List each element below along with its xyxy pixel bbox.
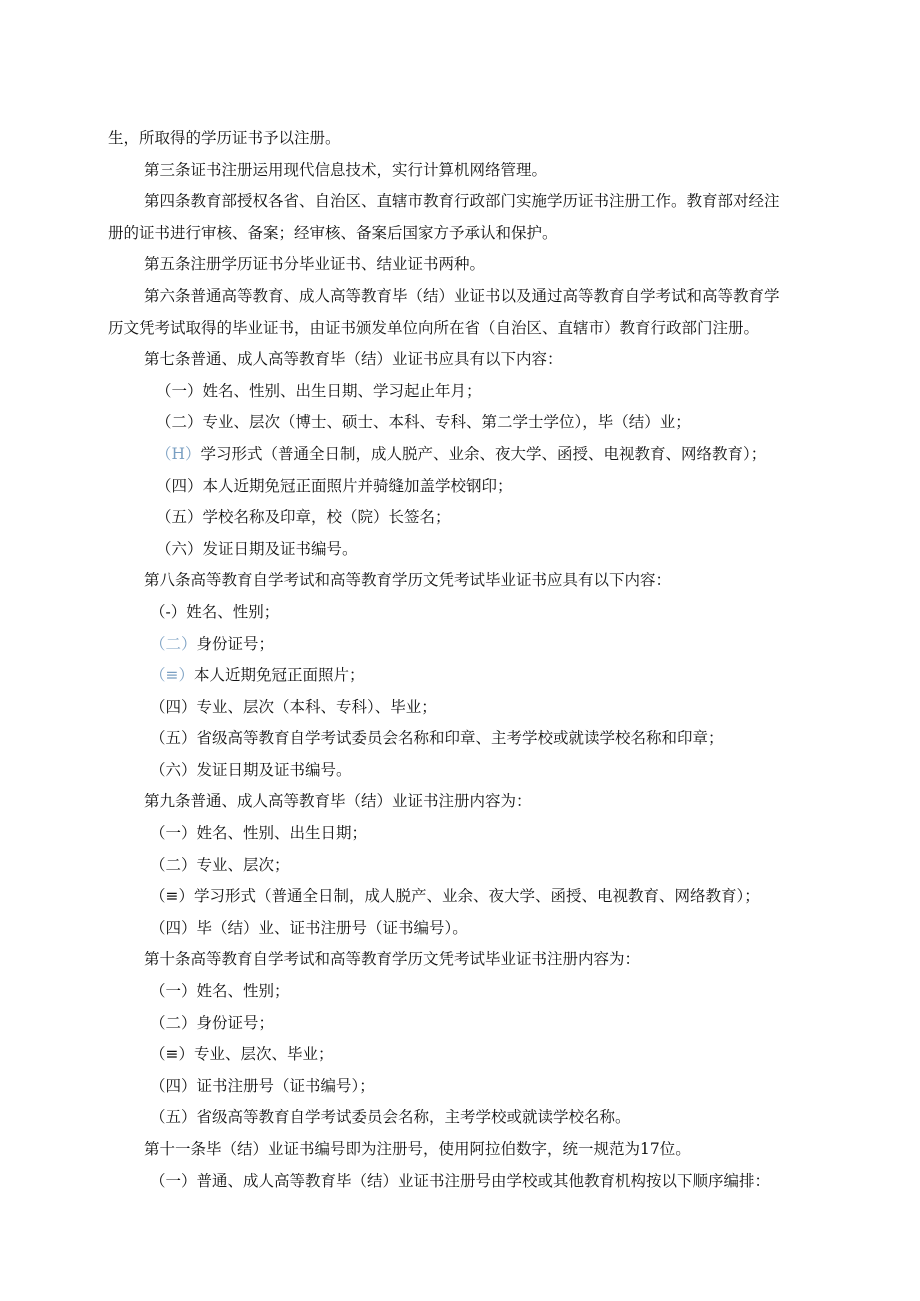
text-line: （-）姓名、性别； — [150, 602, 280, 621]
document-body — [108, 123, 832, 1197]
text-line — [108, 439, 832, 471]
text-line: （一）姓名、性别； — [150, 982, 290, 1001]
text-line: 第七条普通、成人高等教育毕（结）业证书应具有以下内容： — [144, 350, 563, 369]
text-line: （二）专业、层次（博士、硕士、本科、专科、第二学士学位），毕（结）业； — [156, 413, 691, 432]
text-line: （五）省级高等教育自学考试委员会名称和印章、主考学校或就读学校名称和印章； — [150, 729, 724, 748]
item-text: 学习形式（普通全日制，成人脱产、业余、夜大学、函授、电视教育、网络教育）； — [200, 444, 767, 463]
item-marker: （H） — [156, 444, 201, 463]
text-line: 册的证书进行审核、备案；经审核、备案后国家方予承认和保护。 — [108, 223, 558, 242]
text-line: （四）毕（结）业、证书注册号（证书编号）。 — [150, 918, 468, 937]
text-line — [108, 660, 832, 692]
item-text: 本人近期免冠正面照片； — [194, 666, 365, 685]
text-line: （六）发证日期及证书编号。 — [156, 539, 358, 558]
text-line: （五）省级高等教育自学考试委员会名称，主考学校或就读学校名称。 — [150, 1108, 631, 1127]
text-line: 历文凭考试取得的毕业证书，由证书颁发单位向所在省（自治区、直辖市）教育行政部门注册。 — [108, 318, 760, 337]
text-line: （四）专业、层次（本科、专科）、毕业； — [150, 697, 437, 716]
text-line: （四）本人近期免冠正面照片并骑缝加盖学校钢印； — [156, 476, 513, 495]
text-line: （一）姓名、性别、出生日期、学习起止年月； — [156, 381, 482, 400]
text-line: （一）姓名、性别、出生日期； — [150, 824, 368, 843]
text-line: （四）证书注册号（证书编号）； — [150, 1076, 375, 1095]
text-line: 第四条教育部授权各省、自治区、直辖市教育行政部门实施学历证书注册工作。教育部对经注 — [144, 192, 780, 211]
text-line: 第三条证书注册运用现代信息技术，实行计算机网络管理。 — [144, 160, 548, 179]
text-line — [108, 629, 832, 661]
text-line: 第九条普通、成人高等教育毕（结）业证书注册内容为： — [144, 792, 532, 811]
text-line: （≡）学习形式（普通全日制，成人脱产、业余、夜大学、函授、电视教育、网络教育）； — [150, 887, 760, 906]
text-line: （二）专业、层次； — [150, 855, 290, 874]
text-line: （≡）专业、层次、毕业； — [150, 1045, 334, 1064]
text-line: 第十条高等教育自学考试和高等教育学历文凭考试毕业证书注册内容为： — [144, 950, 641, 969]
item-marker: （≡） — [150, 666, 194, 685]
text-line: （一）普通、成人高等教育毕（结）业证书注册号由学校或其他教育机构按以下顺序编排： — [150, 1171, 771, 1190]
item-text: 身份证号； — [196, 634, 275, 653]
item-marker: （二） — [150, 634, 197, 653]
text-line: 第八条高等教育自学考试和高等教育学历文凭考试毕业证书应具有以下内容： — [144, 571, 672, 590]
text-line: 第十一条毕（结）业证书编号即为注册号，使用阿拉伯数字，统一规范为17位。 — [144, 1140, 691, 1158]
text-line: （二）身份证号； — [150, 1013, 275, 1032]
text-line: 第六条普通高等教育、成人高等教育毕（结）业证书以及通过高等教育自学考试和高等教育学 — [144, 286, 780, 305]
text-line: （五）学校名称及印章，校（院）长签名； — [156, 508, 451, 527]
text-line: 生，所取得的学历证书予以注册。 — [108, 129, 341, 147]
text-line: 第五条注册学历证书分毕业证书、结业证书两种。 — [144, 255, 486, 274]
text-line: （六）发证日期及证书编号。 — [150, 760, 352, 779]
